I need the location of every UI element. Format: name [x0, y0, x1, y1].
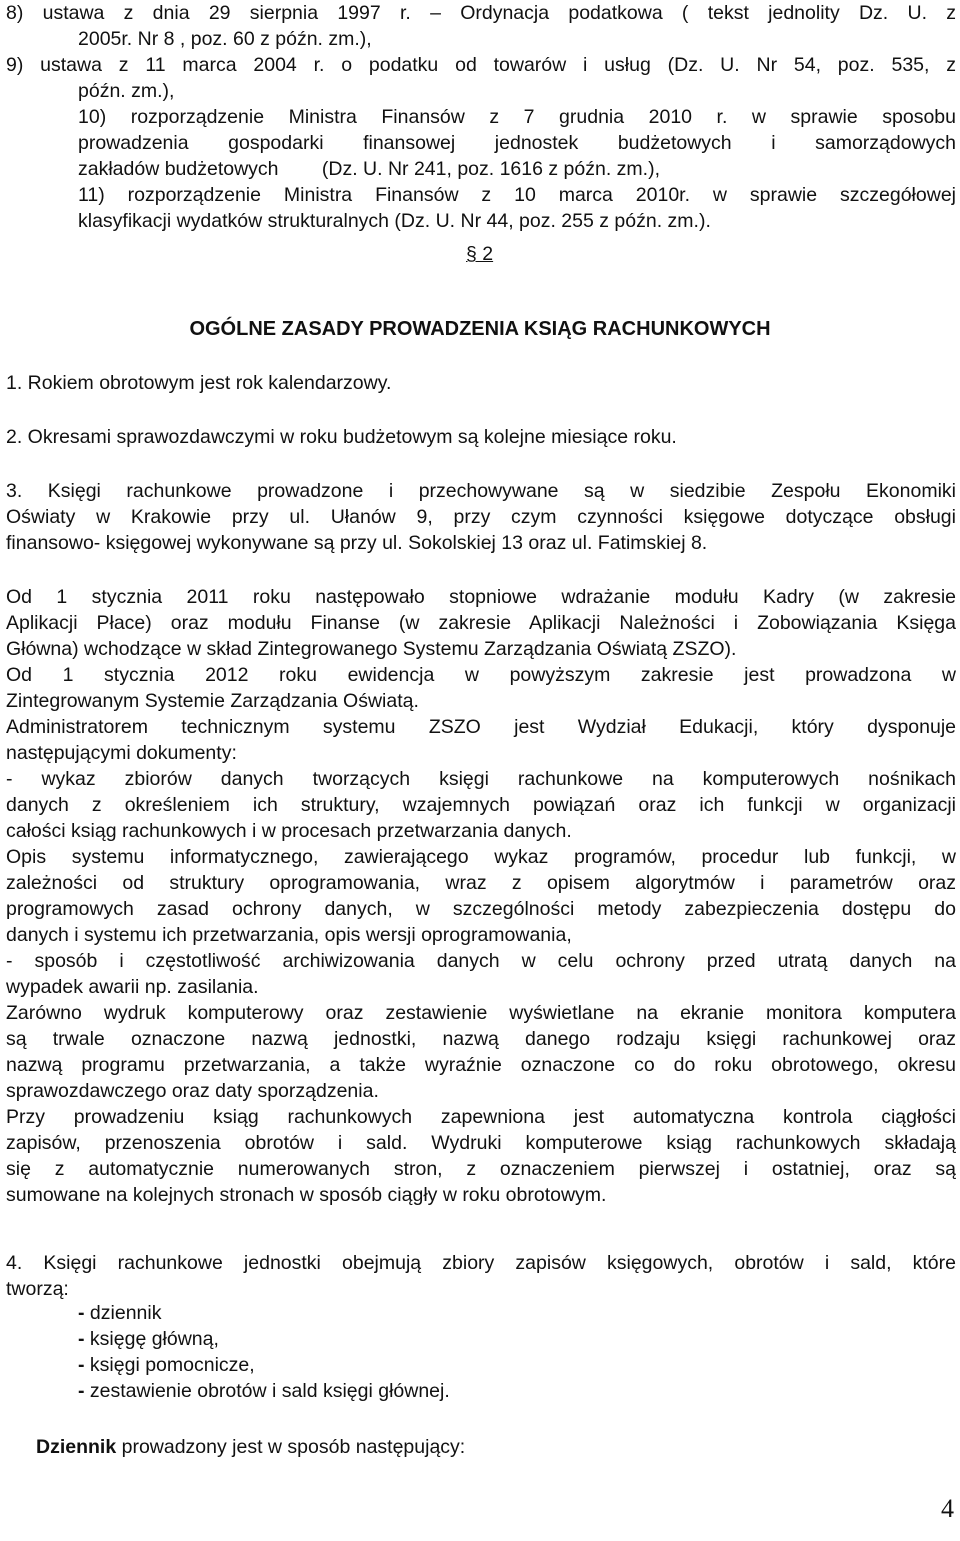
body-line: programowych zasad ochrony danych, w szczególności metody zabezpieczenia dostępu do: [6, 898, 956, 920]
section-heading: OGÓLNE ZASADY PROWADZENIA KSIĄG RACHUNKOWYCH: [189, 318, 771, 340]
body-line: Zarówno wydruk komputerowy oraz zestawienie wyświetlane na ekranie monitora komputera: [6, 1002, 956, 1024]
point-4-line: tworzą:: [6, 1278, 69, 1300]
body-line: - sposób i częstotliwość archiwizowania danych w celu ochrony przed utratą danych na: [6, 950, 956, 972]
point-3-line: Oświaty w Krakowie przy ul. Ułanów 9, przy czym czynności księgowe dotyczące obsługi: [6, 506, 956, 528]
body-line: Główna) wchodzące w skład Zintegrowanego Systemu Zarządzania Oświatą ZSZO).: [6, 638, 737, 660]
body-line: nazwą programu przetwarzania, a także wyraźnie oznaczone co do roku obrotowego, okresu: [6, 1054, 956, 1076]
journal-intro: Dziennik prowadzony jest w sposób następujący:: [36, 1436, 466, 1458]
list-item: - dziennik: [78, 1302, 162, 1324]
body-line: się z automatycznie numerowanych stron, z oznaczeniem pierwszej i ostatniej, oraz są: [6, 1158, 956, 1180]
body-line: są trwale oznaczone nazwą jednostki, nazwą danego rodzaju księgi rachunkowej oraz: [6, 1028, 956, 1050]
legal-item-8-line1: 8) ustawa z dnia 29 sierpnia 1997 r. – Ordynacja podatkowa ( tekst jednolity Dz. U. z: [6, 2, 956, 24]
point-3-line: finansowo- księgowej wykonywane są przy ul. Sokolskiej 13 oraz ul. Fatimskiej 8.: [6, 532, 708, 554]
legal-item-11-line1: 11) rozporządzenie Ministra Finansów z 10 marca 2010r. w sprawie szczegółowej: [78, 184, 956, 206]
body-line: Opis systemu informatycznego, zawierającego wykaz programów, procedur lub funkcji, w: [6, 846, 956, 868]
page-number: 4: [941, 1494, 954, 1523]
body-line: zależności od struktury oprogramowania, wraz z opisem algorytmów i parametrów oraz: [6, 872, 956, 894]
body-line: Administratorem technicznym systemu ZSZO jest Wydział Edukacji, który dysponuje: [6, 716, 956, 738]
legal-item-10-line2: prowadzenia gospodarki finansowej jednostek budżetowych i samorządowych: [78, 132, 956, 154]
legal-item-9-line2: późn. zm.),: [78, 80, 175, 102]
body-line: Od 1 stycznia 2011 roku następowało stopniowe wdrażanie modułu Kadry (w zakresie: [6, 586, 956, 608]
body-line: Od 1 stycznia 2012 roku ewidencja w powyższym zakresie jest prowadzona w: [6, 664, 956, 686]
point-4-line: 4. Księgi rachunkowe jednostki obejmują zbiory zapisów księgowych, obrotów i sald, które: [6, 1252, 956, 1274]
body-line: Przy prowadzeniu ksiąg rachunkowych zapewniona jest automatyczna kontrola ciągłości: [6, 1106, 956, 1128]
point-1: 1. Rokiem obrotowym jest rok kalendarzowy.: [6, 372, 392, 394]
body-line: całości ksiąg rachunkowych i w procesach przetwarzania danych.: [6, 820, 572, 842]
body-line: sumowane na kolejnych stronach w sposób ciągły w roku obrotowym.: [6, 1184, 607, 1206]
body-line: wypadek awarii np. zasilania.: [6, 976, 259, 998]
body-line: danych i systemu ich przetwarzania, opis wersji oprogramowania,: [6, 924, 572, 946]
legal-item-9-line1: 9) ustawa z 11 marca 2004 r. o podatku od towarów i usług (Dz. U. Nr 54, poz. 535, z: [6, 54, 956, 76]
list-item: - księgi pomocnicze,: [78, 1354, 255, 1376]
body-line: Aplikacji Płace) oraz modułu Finanse (w zakresie Aplikacji Należności i Zobowiązania Księga: [6, 612, 956, 634]
point-3-line: 3. Księgi rachunkowe prowadzone i przechowywane są w siedzibie Zespołu Ekonomiki: [6, 480, 956, 502]
body-line: następującymi dokumenty:: [6, 742, 237, 764]
list-item: - księgę główną,: [78, 1328, 219, 1350]
body-line: sprawozdawczego oraz daty sporządzenia.: [6, 1080, 379, 1102]
legal-item-11-line2: klasyfikacji wydatków strukturalnych (Dz. U. Nr 44, poz. 255 z późn. zm.).: [78, 210, 711, 232]
body-line: danych z określeniem ich struktury, wzajemnych powiązań oraz ich funkcji w organizacji: [6, 794, 956, 816]
point-2: 2. Okresami sprawozdawczymi w roku budżetowym są kolejne miesiące roku.: [6, 426, 677, 448]
body-line: - wykaz zbiorów danych tworzących księgi rachunkowe na komputerowych nośnikach: [6, 768, 956, 790]
body-line: zapisów, przenoszenia obrotów i sald. Wydruki komputerowe ksiąg rachunkowych składają: [6, 1132, 956, 1154]
section-mark: § 2: [466, 243, 494, 265]
legal-item-8-line2: 2005r. Nr 8 , poz. 60 z późn. zm.),: [78, 28, 372, 50]
legal-item-10-line3: zakładów budżetowych (Dz. U. Nr 241, poz. 1616 z późn. zm.),: [78, 158, 661, 180]
legal-item-10-line1: 10) rozporządzenie Ministra Finansów z 7 grudnia 2010 r. w sprawie sposobu: [78, 106, 956, 128]
body-line: Zintegrowanym Systemie Zarządzania Oświatą.: [6, 690, 419, 712]
list-item: - zestawienie obrotów i sald księgi głównej.: [78, 1380, 450, 1402]
